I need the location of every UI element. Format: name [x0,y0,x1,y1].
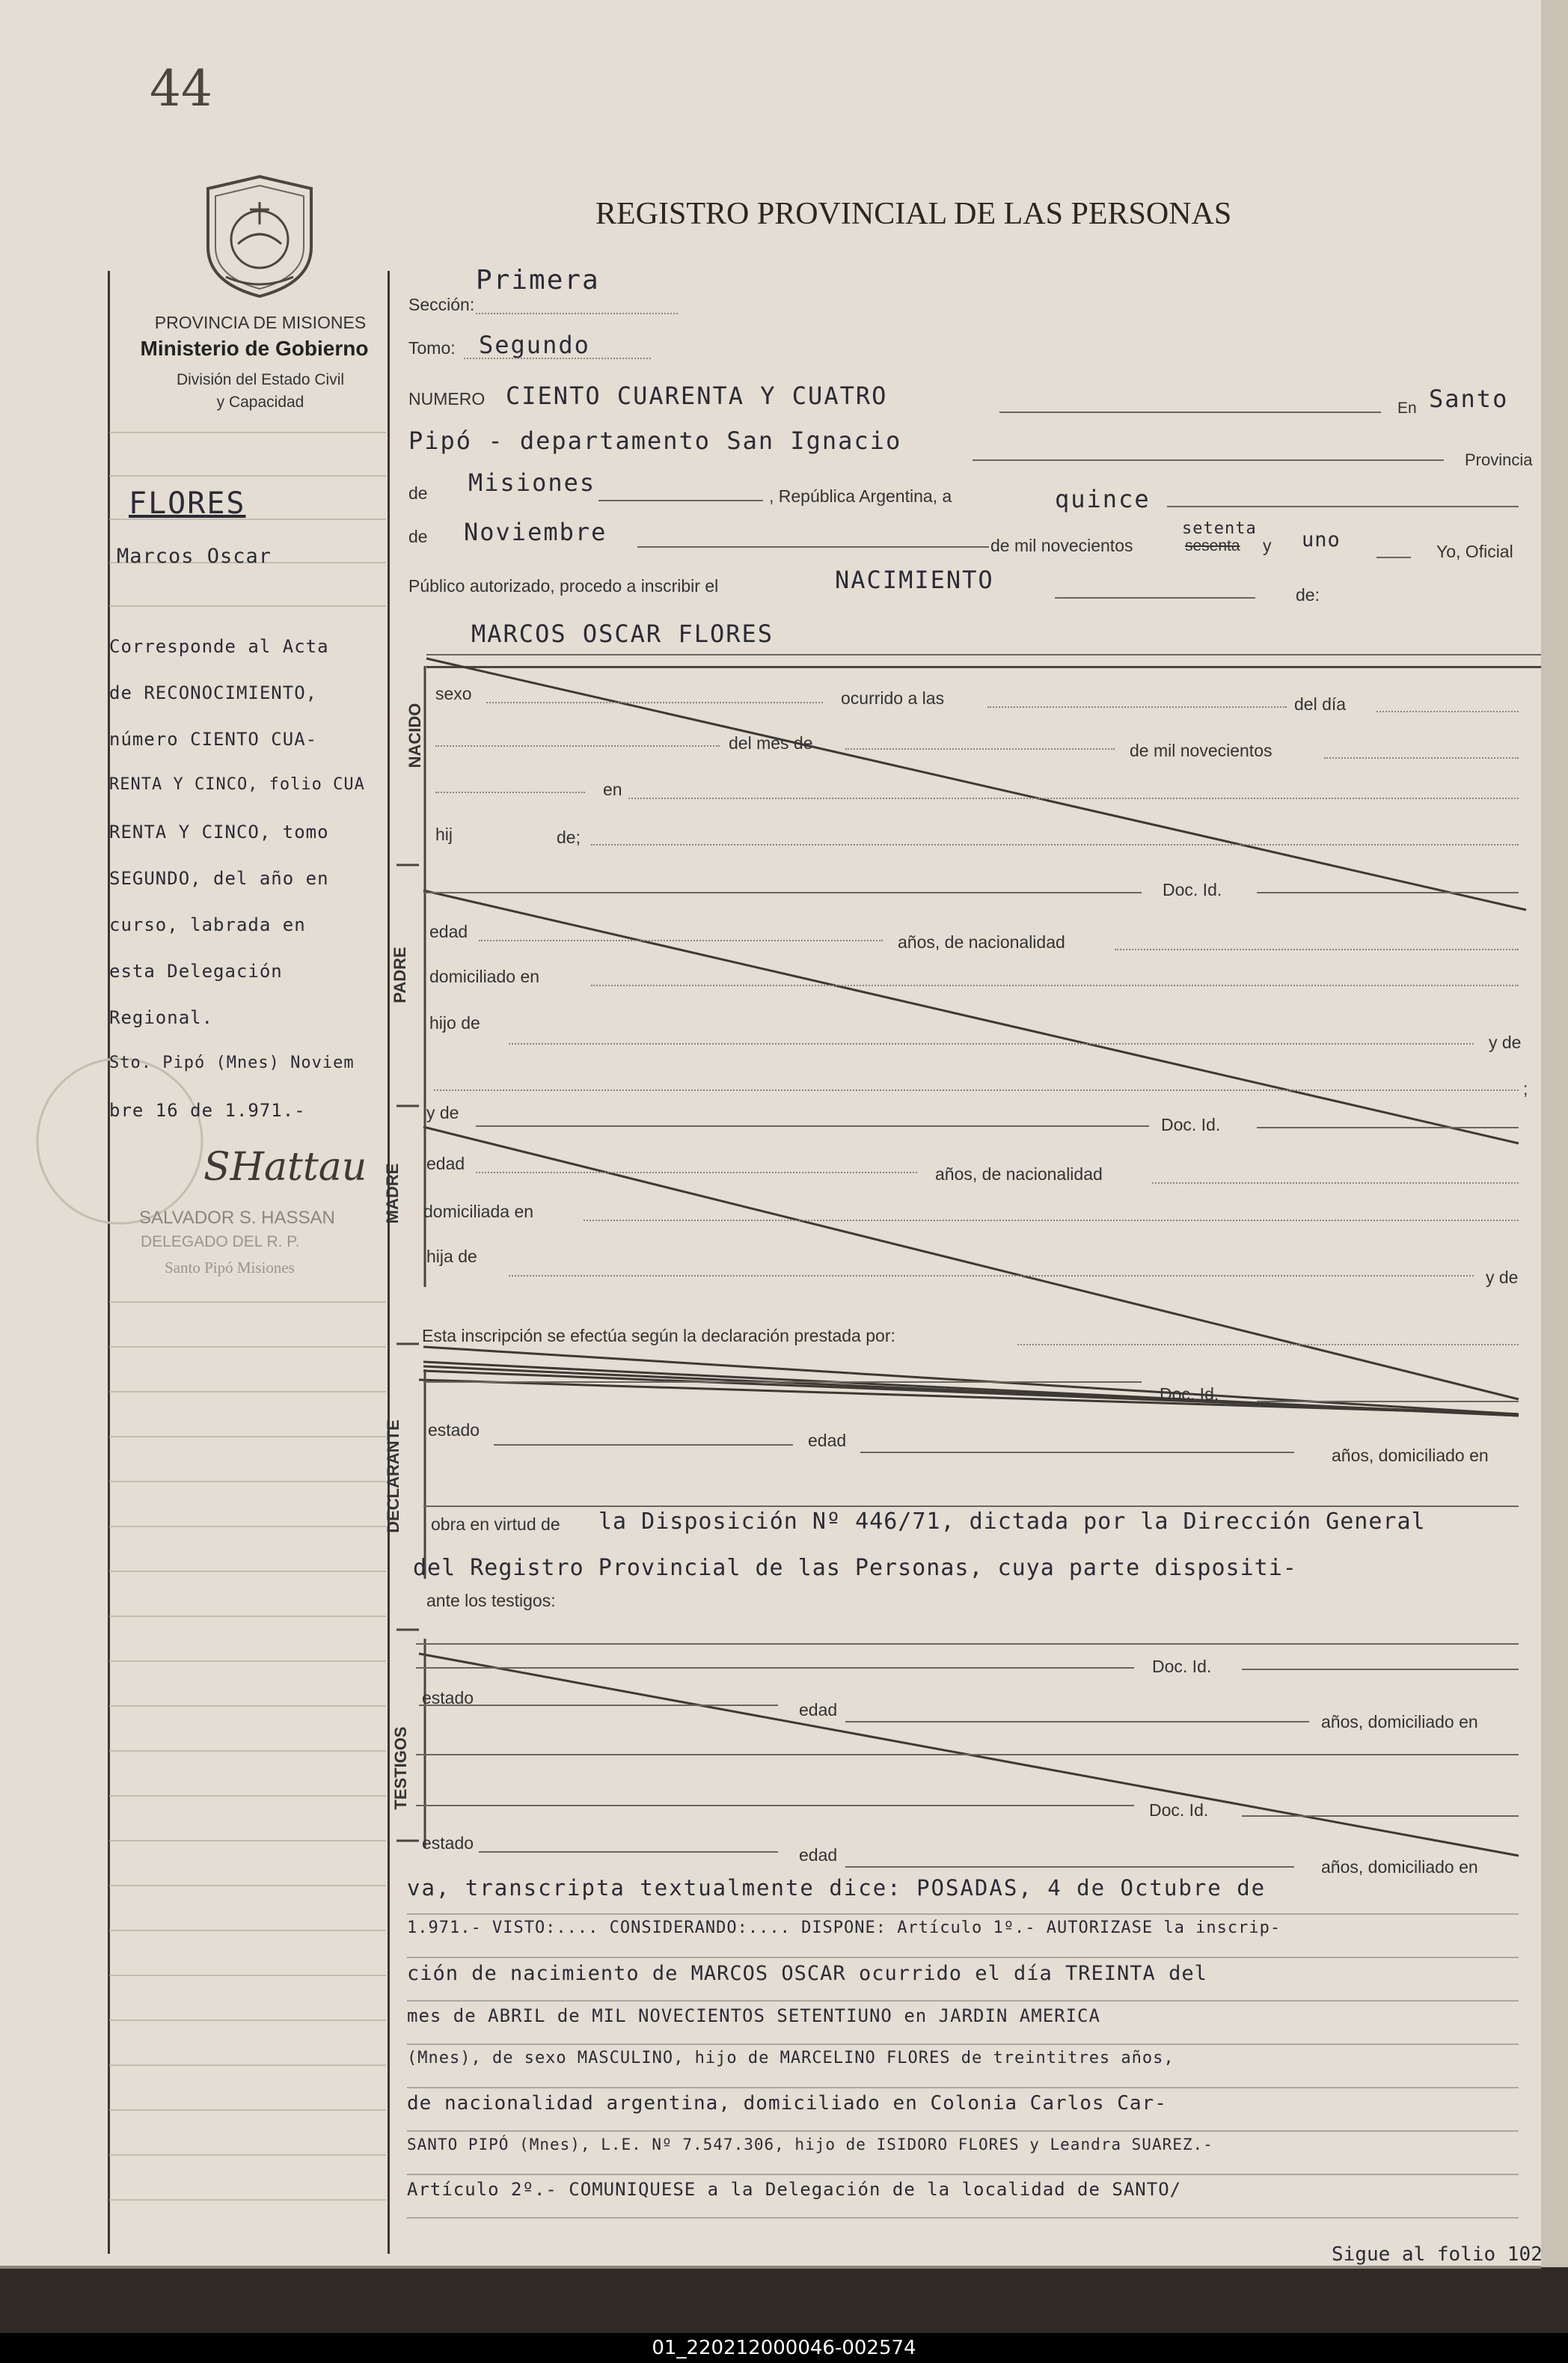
de-label: de [408,483,428,503]
margin-note-line: SEGUNDO, del año en [109,868,329,889]
declarante-line2: del Registro Provincial de las Personas, cuya parte dispositi- [413,1555,1297,1581]
madre-doc: Doc. Id. [1161,1115,1221,1134]
official-name: SALVADOR S. HASSAN [139,1208,335,1228]
oficial-label: Yo, Oficial [1436,542,1513,561]
declarante-estado: estado [428,1420,480,1440]
margin-given-names: Marcos Oscar [117,545,272,568]
testigo1-domiciliado: años, domiciliado en [1321,1712,1478,1731]
declarante-domiciliado: años, domiciliado en [1332,1446,1489,1465]
provincia-label: Provincia [1465,450,1533,469]
madre-y-de-top: y de [426,1103,459,1122]
nacido-en: en [603,780,622,799]
publico-label: Público autorizado, procedo a inscribir el [408,576,719,596]
declarante-intro: Esta inscripción se efectúa según la declaración prestada por: [422,1326,895,1345]
testigo1-estado: estado [422,1688,474,1708]
y-label: y [1263,536,1272,555]
declarante-obra-label: obra en virtud de [431,1514,560,1534]
nacido-del-mes: del mes de [729,733,813,753]
padre-doc: Doc. Id. [1163,880,1222,899]
official-signature: SHattau [203,1145,367,1190]
en-value: Santo [1429,385,1509,413]
transcription-line: SANTO PIPÓ (Mnes), L.E. Nº 7.547.306, hijo de ISIDORO FLORES y Leandra SUAREZ.- [407,2136,1213,2153]
provincia-value: Misiones [468,468,596,497]
nacido-sexo: sexo [435,684,472,703]
margin-note-line: esta Delegación [109,961,283,982]
margin-note-line: Regional. [109,1007,214,1028]
padre-edad: edad [429,922,468,941]
place-value: Pipó - departamento San Ignacio [408,427,902,455]
issuer-division-line2: y Capacidad [216,394,304,411]
padre-semicolon: ; [1523,1079,1528,1098]
margin-note-line: curso, labrada en [109,914,306,935]
transcription-line: 1.971.- VISTO:.... CONSIDERANDO:.... DISPONE: Artículo 1º.- AUTORIZASE la inscrip- [407,1919,1281,1937]
testigo2-domiciliado: años, domiciliado en [1321,1857,1478,1877]
seccion-label: Sección: [408,295,475,314]
testigo1-edad: edad [799,1700,838,1719]
seccion-value: Primera [476,265,600,296]
madre-domiciliada: domiciliada en [423,1202,534,1221]
declarante-doc: Doc. Id. [1160,1384,1219,1404]
year-label: de mil novecientos [990,536,1133,555]
en-label: En [1397,400,1417,417]
transcription-line: va, transcripta textualmente dice: POSADAS, 4 de Octubre de [407,1875,1267,1901]
official-place: Santo Pipó Misiones [165,1259,295,1277]
de-colon-label: de: [1296,585,1320,605]
numero-label: NUMERO [408,389,486,409]
nacido-hij: hij [435,825,453,844]
testigo2-edad: edad [799,1845,838,1865]
day-value: quince [1055,485,1151,513]
margin-note-line: RENTA Y CINCO, folio CUA [109,775,365,794]
testigo1-doc: Doc. Id. [1152,1657,1212,1676]
issuer-division-line1: División del Estado Civil [176,371,345,388]
margin-note-line: Sto. Pipó (Mnes) Noviem [109,1054,355,1072]
nacido-de: de; [557,828,581,847]
nacido-ocurrido: ocurrido a las [841,688,945,708]
transcription-line: (Mnes), de sexo MASCULINO, hijo de MARCELINO FLORES de treintitres años, [407,2049,1175,2067]
section-label-declarante: DECLARANTE [384,1419,402,1533]
madre-nacionalidad: años, de nacionalidad [935,1164,1103,1184]
act-value: NACIMIENTO [835,566,994,594]
margin-note-line: de RECONOCIMIENTO, [109,682,318,703]
person-name: MARCOS OSCAR FLORES [471,620,774,648]
year-struck: sesenta [1185,537,1240,554]
margin-note-line: Corresponde al Acta [109,636,329,657]
footer-caption: 01_220212000046-002574 [0,2333,1568,2363]
continuation-note: Sigue al folio 102 [1332,2243,1543,2266]
madre-edad: edad [426,1154,465,1173]
tomo-label: Tomo: [408,338,456,358]
nacido-del-dia: del día [1294,694,1347,714]
testigo2-doc: Doc. Id. [1149,1800,1209,1820]
section-label-padre: PADRE [391,947,409,1003]
month-value: Noviembre [464,518,607,546]
padre-nacionalidad: años, de nacionalidad [898,932,1065,952]
year-tens-value: setenta [1182,519,1257,538]
nacido-mil-novecientos: de mil novecientos [1130,741,1273,760]
issuer-ministry: Ministerio de Gobierno [140,337,369,360]
transcription-line: Artículo 2º.- COMUNIQUESE a la Delegación de la localidad de SANTO/ [407,2179,1182,2200]
testigos-intro: ante los testigos: [426,1591,556,1610]
de2-label: de [408,527,428,546]
section-label-nacido: NACIDO [405,703,424,768]
padre-domiciliado: domiciliado en [429,967,540,986]
transcription-line: ción de nacimiento de MARCOS OSCAR ocurrido el día TREINTA del [407,1962,1207,1985]
testigo2-estado: estado [422,1833,474,1853]
padre-hijo-de: hijo de [429,1013,480,1033]
margin-surname: FLORES [129,486,246,521]
madre-hija-de: hija de [426,1247,477,1266]
transcription-line: mes de ABRIL de MIL NOVECIENTOS SETENTIUNO en JARDIN AMERICA [407,2005,1100,2026]
issuer-province: PROVINCIA DE MISIONES [154,313,367,332]
tomo-value: Segundo [479,331,590,359]
declarante-edad: edad [808,1431,847,1450]
section-label-madre: MADRE [383,1163,402,1224]
declarante-obra-value: la Disposición Nº 446/71, dictada por la Dirección General [598,1508,1426,1535]
section-label-testigos: TESTIGOS [391,1726,410,1810]
official-title: DELEGADO DEL R. P. [141,1233,300,1250]
document-title: REGISTRO PROVINCIAL DE LAS PERSONAS [595,197,1232,231]
page-number: 44 [150,60,212,117]
madre-y-de: y de [1486,1268,1519,1287]
year-units-value: uno [1302,528,1341,551]
numero-value: CIENTO CUARENTA Y CUATRO [506,382,888,410]
margin-note-line: número CIENTO CUA- [109,729,318,750]
transcription-line: de nacionalidad argentina, domiciliado en Colonia Carlos Car- [407,2092,1167,2115]
margin-note-line: RENTA Y CINCO, tomo [109,822,329,843]
padre-y-de: y de [1489,1033,1522,1052]
margin-note-line: bre 16 de 1.971.- [109,1100,306,1121]
republica-label: , República Argentina, a [769,486,952,506]
